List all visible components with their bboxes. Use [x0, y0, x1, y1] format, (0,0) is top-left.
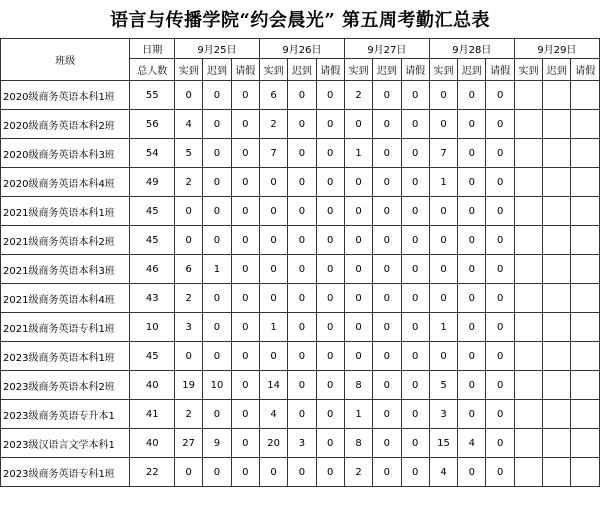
class-name-cell: 2023级汉语言文学本科1 — [1, 429, 130, 458]
late-count-cell — [543, 313, 571, 342]
present-count-cell: 6 — [174, 255, 202, 284]
late-count-cell — [543, 342, 571, 371]
late-count-cell: 0 — [203, 342, 231, 371]
present-count-cell: 0 — [429, 197, 457, 226]
late-count-cell — [543, 429, 571, 458]
class-name-cell: 2020级商务英语本科2班 — [1, 110, 130, 139]
present-count-cell: 3 — [429, 400, 457, 429]
present-count-cell: 2 — [174, 168, 202, 197]
table-row — [1, 168, 600, 197]
table-row — [1, 342, 600, 371]
late-count-cell: 0 — [458, 81, 486, 110]
present-count-cell: 0 — [174, 197, 202, 226]
total-label: 总人数 — [130, 59, 175, 81]
sub-header-leave: 请假 — [316, 59, 344, 81]
total-count-cell: 56 — [130, 110, 175, 139]
late-count-cell — [543, 197, 571, 226]
present-count-cell: 1 — [344, 139, 372, 168]
present-count-cell — [514, 429, 542, 458]
leave-count-cell: 0 — [316, 284, 344, 313]
late-count-cell: 0 — [288, 139, 316, 168]
class-name-cell: 2020级商务英语本科4班 — [1, 168, 130, 197]
leave-count-cell: 0 — [486, 197, 514, 226]
table-row — [1, 400, 600, 429]
late-count-cell — [543, 458, 571, 487]
total-count-cell: 41 — [130, 400, 175, 429]
late-count-cell: 9 — [203, 429, 231, 458]
leave-count-cell: 0 — [231, 255, 259, 284]
leave-count-cell: 0 — [401, 313, 429, 342]
sub-header-leave: 请假 — [486, 59, 514, 81]
late-count-cell: 0 — [458, 110, 486, 139]
late-count-cell: 0 — [458, 313, 486, 342]
late-count-cell — [543, 168, 571, 197]
total-count-cell: 45 — [130, 226, 175, 255]
late-count-cell: 0 — [373, 139, 401, 168]
present-count-cell: 7 — [429, 139, 457, 168]
late-count-cell: 0 — [203, 313, 231, 342]
leave-count-cell: 0 — [316, 400, 344, 429]
class-name-cell: 2020级商务英语本科3班 — [1, 139, 130, 168]
leave-count-cell: 0 — [486, 284, 514, 313]
leave-count-cell: 0 — [316, 371, 344, 400]
late-count-cell: 0 — [373, 342, 401, 371]
late-count-cell: 0 — [203, 81, 231, 110]
total-count-cell: 43 — [130, 284, 175, 313]
late-count-cell: 0 — [203, 168, 231, 197]
date-header: 9月29日 — [514, 39, 599, 59]
table-row — [1, 197, 600, 226]
total-count-cell: 49 — [130, 168, 175, 197]
late-count-cell: 0 — [458, 284, 486, 313]
present-count-cell — [514, 400, 542, 429]
late-count-cell: 0 — [288, 197, 316, 226]
late-count-cell: 0 — [458, 371, 486, 400]
present-count-cell: 1 — [429, 313, 457, 342]
present-count-cell — [514, 371, 542, 400]
sub-header-late: 迟到 — [458, 59, 486, 81]
present-count-cell — [514, 458, 542, 487]
late-count-cell: 0 — [288, 81, 316, 110]
leave-count-cell — [571, 81, 600, 110]
leave-count-cell: 0 — [486, 168, 514, 197]
late-count-cell: 0 — [288, 400, 316, 429]
present-count-cell: 2 — [344, 81, 372, 110]
date-header: 9月28日 — [429, 39, 514, 59]
total-count-cell: 55 — [130, 81, 175, 110]
present-count-cell: 0 — [344, 168, 372, 197]
leave-count-cell: 0 — [231, 342, 259, 371]
present-count-cell — [514, 284, 542, 313]
leave-count-cell: 0 — [231, 139, 259, 168]
sub-header-late: 迟到 — [543, 59, 571, 81]
late-count-cell: 0 — [203, 197, 231, 226]
leave-count-cell: 0 — [231, 458, 259, 487]
leave-count-cell: 0 — [401, 429, 429, 458]
present-count-cell: 8 — [344, 371, 372, 400]
class-name-cell: 2020级商务英语本科1班 — [1, 81, 130, 110]
late-count-cell: 0 — [458, 400, 486, 429]
leave-count-cell: 0 — [231, 371, 259, 400]
table-row — [1, 139, 600, 168]
leave-count-cell: 0 — [231, 400, 259, 429]
present-count-cell: 4 — [259, 400, 287, 429]
class-name-cell: 2023级商务英语本科2班 — [1, 371, 130, 400]
leave-count-cell: 0 — [486, 255, 514, 284]
leave-count-cell: 0 — [401, 342, 429, 371]
class-name-cell: 2021级商务英语本科3班 — [1, 255, 130, 284]
leave-count-cell: 0 — [486, 139, 514, 168]
sub-header-present: 实到 — [514, 59, 542, 81]
table-row — [1, 110, 600, 139]
total-count-cell: 46 — [130, 255, 175, 284]
present-count-cell — [514, 197, 542, 226]
attendance-table — [0, 38, 600, 487]
late-count-cell — [543, 110, 571, 139]
present-count-cell: 0 — [259, 255, 287, 284]
class-name-cell: 2021级商务英语专科1班 — [1, 313, 130, 342]
present-count-cell: 0 — [429, 110, 457, 139]
late-count-cell: 0 — [458, 255, 486, 284]
leave-count-cell: 0 — [316, 458, 344, 487]
leave-count-cell — [571, 371, 600, 400]
leave-count-cell — [571, 342, 600, 371]
present-count-cell: 0 — [259, 342, 287, 371]
present-count-cell: 15 — [429, 429, 457, 458]
present-count-cell: 0 — [344, 197, 372, 226]
date-header: 9月27日 — [344, 39, 429, 59]
late-count-cell: 0 — [288, 458, 316, 487]
present-count-cell — [514, 139, 542, 168]
total-count-cell: 40 — [130, 371, 175, 400]
leave-count-cell: 0 — [401, 255, 429, 284]
present-count-cell: 4 — [174, 110, 202, 139]
total-count-cell: 40 — [130, 429, 175, 458]
present-count-cell: 20 — [259, 429, 287, 458]
date-header: 9月26日 — [259, 39, 344, 59]
late-count-cell: 0 — [203, 400, 231, 429]
total-count-cell: 22 — [130, 458, 175, 487]
present-count-cell: 4 — [429, 458, 457, 487]
leave-count-cell: 0 — [486, 313, 514, 342]
present-count-cell: 2 — [259, 110, 287, 139]
late-count-cell: 0 — [373, 371, 401, 400]
table-row — [1, 371, 600, 400]
leave-count-cell — [571, 168, 600, 197]
leave-count-cell: 0 — [401, 371, 429, 400]
late-count-cell — [543, 139, 571, 168]
late-count-cell: 4 — [458, 429, 486, 458]
class-name-cell: 2021级商务英语本科2班 — [1, 226, 130, 255]
leave-count-cell: 0 — [401, 400, 429, 429]
late-count-cell: 0 — [203, 226, 231, 255]
present-count-cell: 1 — [259, 313, 287, 342]
present-count-cell: 0 — [344, 110, 372, 139]
leave-count-cell — [571, 429, 600, 458]
late-count-cell: 0 — [458, 197, 486, 226]
class-name-cell: 2021级商务英语本科4班 — [1, 284, 130, 313]
table-row — [1, 284, 600, 313]
sub-header-late: 迟到 — [288, 59, 316, 81]
leave-count-cell: 0 — [231, 81, 259, 110]
late-count-cell: 0 — [373, 429, 401, 458]
class-name-cell: 2023级商务英语专科1班 — [1, 458, 130, 487]
late-count-cell: 0 — [458, 139, 486, 168]
late-count-cell: 0 — [288, 255, 316, 284]
late-count-cell: 0 — [288, 342, 316, 371]
table-row — [1, 81, 600, 110]
present-count-cell: 0 — [429, 81, 457, 110]
leave-count-cell: 0 — [316, 313, 344, 342]
leave-count-cell: 0 — [316, 110, 344, 139]
table-row — [1, 255, 600, 284]
present-count-cell: 5 — [174, 139, 202, 168]
leave-count-cell — [571, 313, 600, 342]
late-count-cell: 0 — [373, 81, 401, 110]
leave-count-cell — [571, 458, 600, 487]
late-count-cell: 0 — [288, 313, 316, 342]
present-count-cell — [514, 110, 542, 139]
class-name-cell: 2023级商务英语本科1班 — [1, 342, 130, 371]
sub-header-late: 迟到 — [373, 59, 401, 81]
leave-count-cell: 0 — [231, 197, 259, 226]
late-count-cell — [543, 371, 571, 400]
leave-count-cell: 0 — [401, 226, 429, 255]
late-count-cell: 0 — [458, 458, 486, 487]
late-count-cell — [543, 226, 571, 255]
late-count-cell: 0 — [288, 284, 316, 313]
late-count-cell: 0 — [373, 168, 401, 197]
table-row — [1, 458, 600, 487]
late-count-cell: 1 — [203, 255, 231, 284]
present-count-cell: 0 — [344, 342, 372, 371]
late-count-cell: 3 — [288, 429, 316, 458]
leave-count-cell: 0 — [401, 458, 429, 487]
leave-count-cell: 0 — [401, 168, 429, 197]
present-count-cell: 0 — [344, 284, 372, 313]
late-count-cell — [543, 255, 571, 284]
present-count-cell: 0 — [344, 226, 372, 255]
present-count-cell — [514, 342, 542, 371]
leave-count-cell: 0 — [316, 197, 344, 226]
present-count-cell: 19 — [174, 371, 202, 400]
present-count-cell: 0 — [344, 255, 372, 284]
present-count-cell — [514, 226, 542, 255]
leave-count-cell: 0 — [316, 139, 344, 168]
table-row — [1, 313, 600, 342]
leave-count-cell: 0 — [316, 226, 344, 255]
late-count-cell: 0 — [203, 284, 231, 313]
late-count-cell: 10 — [203, 371, 231, 400]
present-count-cell: 1 — [344, 400, 372, 429]
leave-count-cell: 0 — [231, 429, 259, 458]
late-count-cell: 0 — [373, 226, 401, 255]
leave-count-cell: 0 — [401, 284, 429, 313]
total-count-cell: 45 — [130, 342, 175, 371]
leave-count-cell: 0 — [486, 400, 514, 429]
present-count-cell — [514, 255, 542, 284]
late-count-cell — [543, 284, 571, 313]
header-row-dates — [1, 39, 600, 59]
late-count-cell — [543, 81, 571, 110]
total-count-cell: 54 — [130, 139, 175, 168]
present-count-cell: 0 — [259, 168, 287, 197]
present-count-cell: 0 — [259, 197, 287, 226]
late-count-cell: 0 — [458, 226, 486, 255]
late-count-cell: 0 — [203, 458, 231, 487]
present-count-cell: 7 — [259, 139, 287, 168]
leave-count-cell: 0 — [231, 110, 259, 139]
late-count-cell: 0 — [288, 168, 316, 197]
sub-header-present: 实到 — [344, 59, 372, 81]
leave-count-cell: 0 — [486, 429, 514, 458]
leave-count-cell — [571, 110, 600, 139]
class-name-cell: 2023级商务英语专升本1 — [1, 400, 130, 429]
leave-count-cell — [571, 139, 600, 168]
present-count-cell: 0 — [429, 284, 457, 313]
present-count-cell — [514, 168, 542, 197]
leave-count-cell: 0 — [401, 197, 429, 226]
leave-count-cell: 0 — [231, 284, 259, 313]
class-column-header: 班级 — [1, 39, 130, 81]
present-count-cell — [514, 313, 542, 342]
leave-count-cell: 0 — [486, 342, 514, 371]
present-count-cell: 0 — [174, 342, 202, 371]
sub-header-leave: 请假 — [571, 59, 600, 81]
table-row — [1, 429, 600, 458]
late-count-cell: 0 — [203, 110, 231, 139]
leave-count-cell: 0 — [401, 81, 429, 110]
leave-count-cell: 0 — [486, 110, 514, 139]
late-count-cell: 0 — [373, 110, 401, 139]
present-count-cell: 0 — [174, 81, 202, 110]
date-header: 9月25日 — [174, 39, 259, 59]
leave-count-cell: 0 — [486, 371, 514, 400]
present-count-cell: 0 — [174, 226, 202, 255]
late-count-cell: 0 — [288, 110, 316, 139]
present-count-cell: 0 — [259, 226, 287, 255]
date-label: 日期 — [130, 39, 175, 59]
present-count-cell: 5 — [429, 371, 457, 400]
sub-header-present: 实到 — [174, 59, 202, 81]
late-count-cell: 0 — [458, 342, 486, 371]
late-count-cell: 0 — [373, 197, 401, 226]
late-count-cell: 0 — [288, 371, 316, 400]
present-count-cell: 0 — [344, 313, 372, 342]
leave-count-cell: 0 — [231, 313, 259, 342]
total-count-cell: 45 — [130, 197, 175, 226]
late-count-cell: 0 — [373, 255, 401, 284]
late-count-cell: 0 — [373, 284, 401, 313]
late-count-cell: 0 — [458, 168, 486, 197]
leave-count-cell — [571, 197, 600, 226]
leave-count-cell — [571, 284, 600, 313]
sheet-title: 语言与传播学院“约会晨光” 第五周考勤汇总表 — [0, 0, 600, 39]
total-count-cell: 10 — [130, 313, 175, 342]
present-count-cell: 14 — [259, 371, 287, 400]
present-count-cell: 0 — [429, 342, 457, 371]
leave-count-cell: 0 — [401, 110, 429, 139]
sub-header-leave: 请假 — [231, 59, 259, 81]
present-count-cell: 0 — [259, 458, 287, 487]
sub-header-leave: 请假 — [401, 59, 429, 81]
sub-header-present: 实到 — [259, 59, 287, 81]
present-count-cell: 8 — [344, 429, 372, 458]
present-count-cell: 2 — [344, 458, 372, 487]
leave-count-cell: 0 — [231, 226, 259, 255]
late-count-cell: 0 — [203, 139, 231, 168]
leave-count-cell — [571, 226, 600, 255]
leave-count-cell — [571, 255, 600, 284]
present-count-cell: 2 — [174, 400, 202, 429]
late-count-cell: 0 — [288, 226, 316, 255]
class-name-cell: 2021级商务英语本科1班 — [1, 197, 130, 226]
leave-count-cell: 0 — [486, 81, 514, 110]
present-count-cell: 0 — [429, 226, 457, 255]
present-count-cell: 3 — [174, 313, 202, 342]
present-count-cell: 6 — [259, 81, 287, 110]
present-count-cell — [514, 81, 542, 110]
present-count-cell: 0 — [429, 255, 457, 284]
late-count-cell: 0 — [373, 400, 401, 429]
leave-count-cell: 0 — [316, 342, 344, 371]
late-count-cell: 0 — [373, 313, 401, 342]
present-count-cell: 27 — [174, 429, 202, 458]
leave-count-cell: 0 — [316, 168, 344, 197]
leave-count-cell: 0 — [486, 226, 514, 255]
leave-count-cell: 0 — [486, 458, 514, 487]
present-count-cell: 0 — [174, 458, 202, 487]
late-count-cell — [543, 400, 571, 429]
leave-count-cell: 0 — [316, 255, 344, 284]
present-count-cell: 2 — [174, 284, 202, 313]
table-row — [1, 226, 600, 255]
sub-header-present: 实到 — [429, 59, 457, 81]
sub-header-late: 迟到 — [203, 59, 231, 81]
leave-count-cell: 0 — [231, 168, 259, 197]
present-count-cell: 1 — [429, 168, 457, 197]
leave-count-cell: 0 — [401, 139, 429, 168]
late-count-cell: 0 — [373, 458, 401, 487]
present-count-cell: 0 — [259, 284, 287, 313]
leave-count-cell — [571, 400, 600, 429]
leave-count-cell: 0 — [316, 81, 344, 110]
leave-count-cell: 0 — [316, 429, 344, 458]
